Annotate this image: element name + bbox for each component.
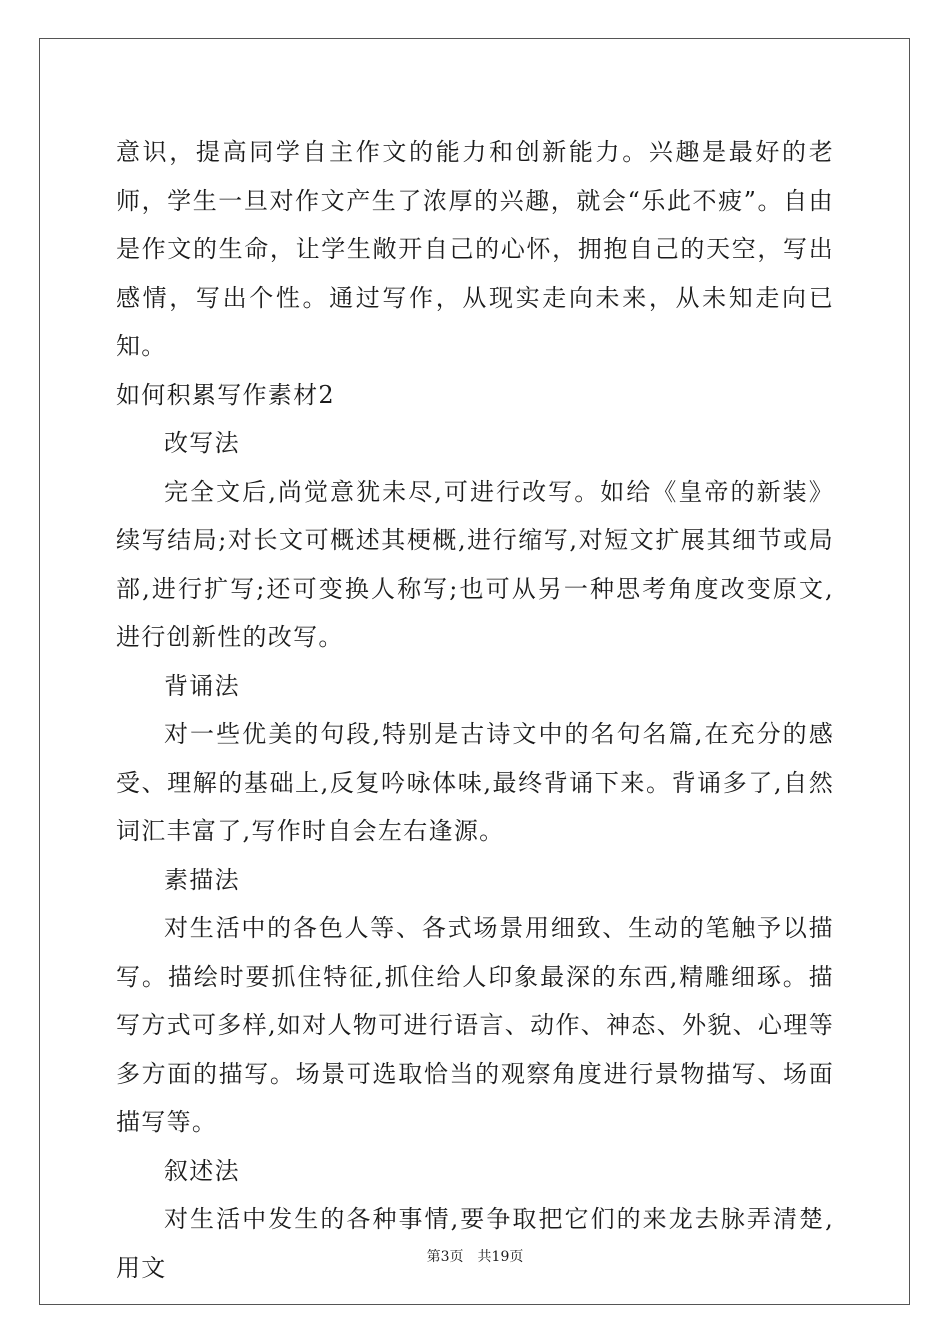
method-heading-sketch: 素描法	[164, 865, 240, 894]
paragraph-intro-continued: 意识，提高同学自主作文的能力和创新能力。兴趣是最好的老师，学生一旦对作文产生了浓厚的兴趣，就会“乐此不疲”。自由是作文的生命，让学生敞开自己的心怀，拥抱自己的天空，写出感情，写出个性。通过写作，从现实走向未来，从未知走向已知。	[116, 138, 834, 360]
paragraph-recite: 对一些优美的句段,特别是古诗文中的名句名篇,在充分的感受、理解的基础上,反复吟咏体味,最终背诵下来。背诵多了,自然词汇丰富了,写作时自会左右逢源。	[116, 720, 834, 845]
document-body	[116, 128, 834, 1292]
method-heading-rewrite: 改写法	[164, 429, 240, 457]
paragraph-rewrite: 完全文后,尚觉意犹未尽,可进行改写。如给《皇帝的新装》续写结局;对长文可概述其梗概,进行缩写,对短文扩展其细节或局部,进行扩写;还可变换人称写;也可从另一种思考角度改变原文,进行创新性的改写。	[116, 477, 834, 651]
page-number: 第3页	[426, 1249, 464, 1265]
page-footer	[0, 1246, 950, 1266]
method-heading-narrate: 叙述法	[164, 1156, 240, 1185]
page-total: 共19页	[477, 1249, 524, 1265]
section-heading: 如何积累写作素材2	[116, 380, 335, 409]
paragraph-narrate: 对生活中发生的各种事情,要争取把它们的来龙去脉弄清楚,用文	[116, 1205, 834, 1282]
method-heading-recite: 背诵法	[164, 671, 240, 700]
paragraph-sketch: 对生活中的各色人等、各式场景用细致、生动的笔触予以描写。描绘时要抓住特征,抓住给人印象最深的东西,精雕细琢。描写方式可多样,如对人物可进行语言、动作、神态、外貌、心理等多方面的描写。场景可选取恰当的观察角度进行景物描写、场面描写等。	[116, 914, 834, 1136]
